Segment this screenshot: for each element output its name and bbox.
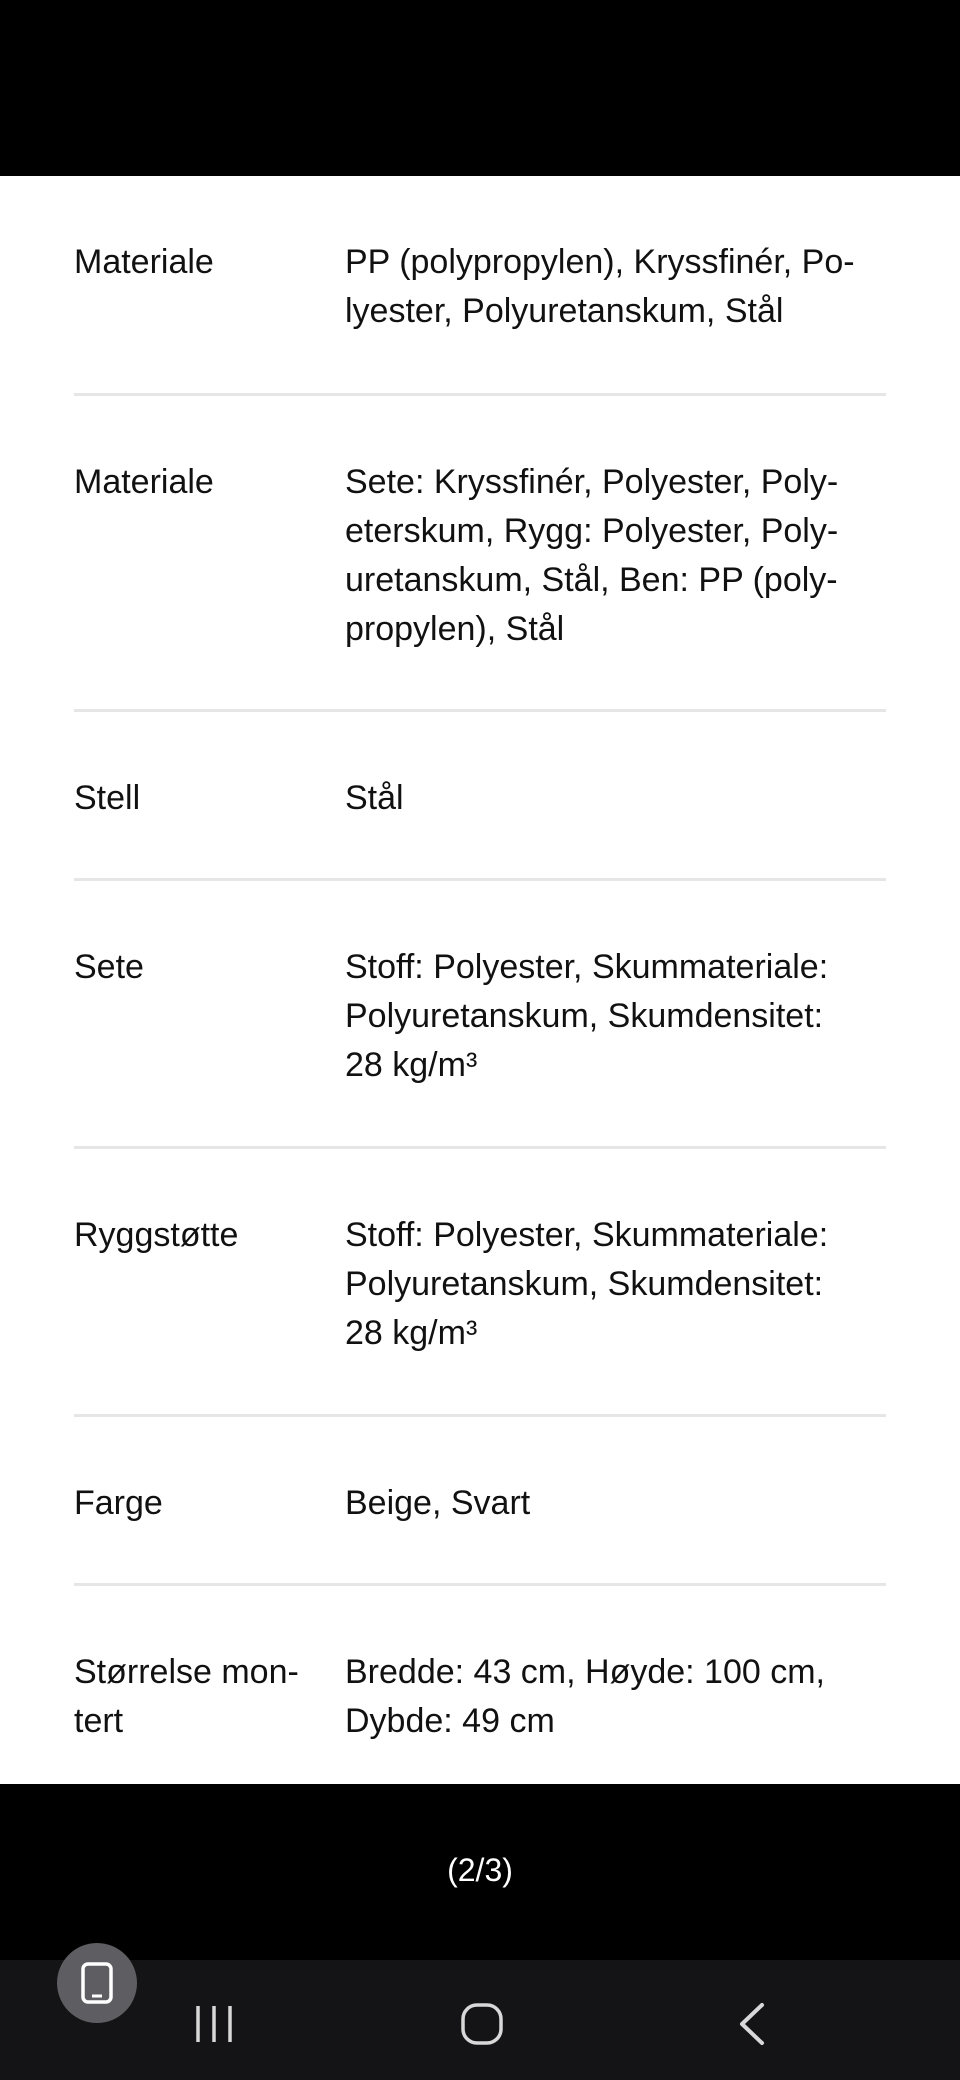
product-spec-image[interactable]	[0, 176, 960, 1784]
spec-label: Ryggstøtte	[74, 1216, 239, 1254]
spec-label: Materiale	[74, 463, 214, 501]
spec-row	[74, 881, 886, 1149]
spec-label: Stell	[74, 779, 141, 817]
spec-row	[74, 396, 886, 712]
spec-label: Sete	[74, 948, 144, 986]
page-counter: (2/3)	[447, 1852, 513, 1888]
top-black-bar	[0, 0, 960, 176]
spec-row	[74, 176, 886, 396]
spec-value: Stoff: Polyester, Skummateriale: Polyuretanskum, Skumdensitet: 28 kg/m³	[345, 948, 829, 1084]
recents-icon[interactable]	[184, 2000, 244, 2048]
spec-value: Beige, Svart	[345, 1484, 531, 1522]
spec-label: Farge	[74, 1484, 163, 1522]
spec-row	[74, 1417, 886, 1586]
spec-label: Størrelse mon- tert	[74, 1653, 299, 1740]
spec-value: PP (polypropylen), Kryssfinér, Po- lyester, Polyuretanskum, Stål	[345, 243, 855, 330]
image-counter-bar	[0, 1784, 960, 1960]
spec-value: Sete: Kryssfinér, Polyester, Poly- eterskum, Rygg: Polyester, Poly- uretanskum, Stål, Ben: PP (poly- propylen), Stål	[345, 463, 839, 648]
spec-value: Stoff: Polyester, Skummateriale: Polyuretanskum, Skumdensitet: 28 kg/m³	[345, 1216, 829, 1352]
back-icon[interactable]	[722, 2000, 782, 2048]
spec-value: Bredde: 43 cm, Høyde: 100 cm, Dybde: 49 cm	[345, 1653, 825, 1740]
spec-row	[74, 1149, 886, 1417]
spec-row	[74, 712, 886, 881]
home-icon[interactable]	[452, 2000, 512, 2048]
spec-row	[74, 1586, 886, 1784]
spec-label: Materiale	[74, 243, 214, 281]
spec-value: Stål	[345, 779, 404, 817]
phone-rotate-icon[interactable]	[57, 1943, 137, 2023]
